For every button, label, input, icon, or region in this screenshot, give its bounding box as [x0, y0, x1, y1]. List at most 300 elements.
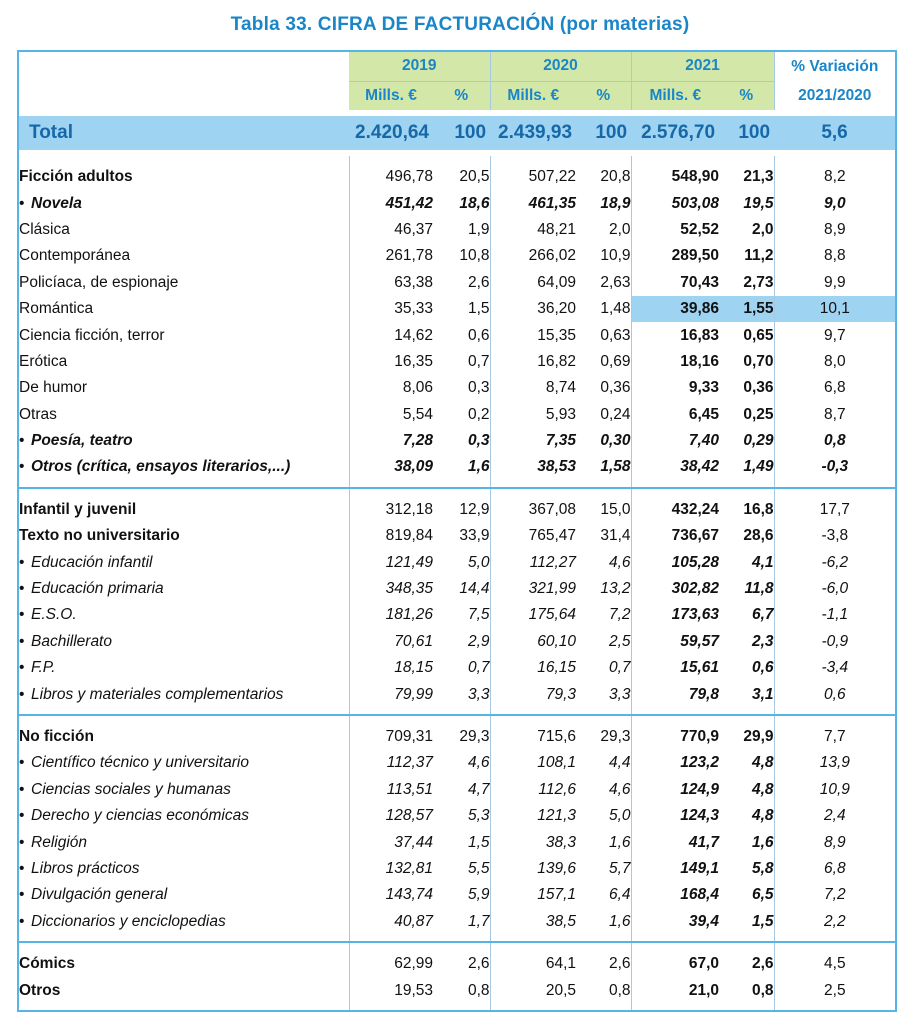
billing-table [19, 52, 895, 1010]
cell-v2019: 19,53 [349, 977, 433, 1009]
table-row [19, 576, 895, 602]
table-row [19, 803, 895, 829]
row-label-text: Diccionarios y enciclopedias [31, 912, 226, 930]
cell-var: 6,8 [774, 375, 895, 401]
cell-p2019: 0,6 [467, 326, 490, 344]
cell-v2021: 173,63 [631, 602, 719, 628]
table-row [19, 715, 895, 750]
table-row [19, 349, 895, 375]
cell-var: 7,2 [774, 882, 895, 908]
bullet-icon: • [19, 432, 25, 450]
cell-v2019: 16,35 [349, 349, 433, 375]
cell-p2021: 1,55 [719, 296, 774, 322]
cell-var: 10,9 [774, 777, 895, 803]
cell-v2021: 18,16 [631, 349, 719, 375]
cell-p2020: 0,63 [600, 326, 631, 344]
cell-p2020: 15,0 [576, 488, 631, 523]
bullet-icon: • [19, 659, 25, 677]
cell-p2021: 16,8 [719, 488, 774, 523]
cell-var: 0,6 [774, 681, 895, 714]
row-label [19, 829, 349, 855]
cell-var: -3,8 [774, 523, 895, 549]
table-row [19, 549, 895, 575]
cell-p2020: 13,2 [600, 580, 631, 598]
cell-v2019: 181,26 [349, 602, 433, 628]
cell-v2021: 123,2 [631, 750, 719, 776]
cell-p2021: 2,6 [719, 942, 774, 977]
cell-v2021: 16,83 [631, 322, 719, 348]
table-row [19, 882, 895, 908]
cell-p2019: 0,7 [467, 659, 490, 677]
table-row [19, 296, 895, 322]
cell-p2019: 7,5 [467, 606, 490, 624]
row-label-text: Otros (crítica, ensayos literarios,...) [31, 458, 291, 476]
row-label-text: E.S.O. [31, 606, 77, 624]
cell-v2019: 451,42 [349, 190, 433, 216]
cell-v2021: 124,3 [631, 803, 719, 829]
bullet-icon: • [19, 580, 25, 598]
cell-p2021: 29,9 [719, 715, 774, 750]
cell-p2020: 2,6 [576, 942, 631, 977]
row-label [19, 523, 349, 549]
cell-v2021: 39,86 [631, 296, 719, 322]
row-label-text: Educación primaria [31, 580, 164, 598]
cell-p2021: 3,1 [751, 685, 774, 703]
cell-p2019: 1,5 [467, 833, 490, 851]
row-label-text: Bachillerato [31, 632, 112, 650]
cell-v2019: 38,09 [349, 454, 433, 487]
table-row [19, 488, 895, 523]
cell-p2021: 6,5 [751, 886, 774, 904]
cell-p2019: 2,6 [467, 273, 490, 291]
table-row [19, 402, 895, 428]
row-label [19, 270, 349, 296]
bullet-icon: • [19, 458, 25, 476]
cell-p2021: 0,29 [743, 432, 774, 450]
cell-v2019: 40,87 [349, 909, 433, 942]
cell-v2019: 112,37 [349, 750, 433, 776]
total-2020-value: 2.439,93 [490, 116, 576, 150]
cell-var: 2,5 [774, 977, 895, 1009]
cell-v2020: 60,10 [490, 629, 576, 655]
cell-v2020: 20,5 [490, 977, 576, 1009]
cell-p2020: 2,0 [608, 220, 631, 238]
cell-p2019: 5,0 [467, 553, 490, 571]
cell-v2019: 7,28 [349, 428, 433, 454]
table-row [19, 655, 895, 681]
total-row [19, 116, 895, 150]
row-label-text: Ciencia ficción, terror [19, 326, 165, 344]
table-row [19, 217, 895, 243]
cell-p2021: 0,65 [743, 326, 774, 344]
cell-v2019: 709,31 [349, 715, 433, 750]
bullet-icon: • [19, 912, 25, 930]
cell-p2019: 20,5 [459, 168, 490, 186]
header-pct-2019: % [433, 81, 490, 110]
cell-v2020: 507,22 [490, 156, 576, 190]
row-label [19, 243, 349, 269]
table-row [19, 270, 895, 296]
cell-p2021: 11,8 [744, 580, 774, 598]
cell-p2021: 4,8 [751, 807, 774, 825]
cell-p2019: 1,9 [467, 220, 490, 238]
row-label [19, 402, 349, 428]
row-label-text: Ciencias sociales y humanas [31, 780, 231, 798]
table-row [19, 454, 895, 487]
total-2021-pct: 100 [719, 116, 774, 150]
bullet-icon: • [19, 780, 25, 798]
cell-v2021: 736,67 [631, 523, 719, 549]
bullet-icon: • [19, 754, 25, 772]
row-label [19, 375, 349, 401]
cell-var: -6,2 [774, 549, 895, 575]
cell-v2019: 132,81 [349, 856, 433, 882]
cell-v2020: 38,3 [490, 829, 576, 855]
row-label-text: Poesía, teatro [31, 432, 133, 450]
cell-var: 8,7 [774, 402, 895, 428]
cell-var: 2,4 [774, 803, 895, 829]
bullet-icon: • [19, 807, 25, 825]
cell-v2021: 38,42 [631, 454, 719, 487]
cell-p2019: 4,7 [467, 780, 490, 798]
row-label-text: Religión [31, 833, 88, 851]
bullet-icon: • [19, 886, 25, 904]
row-label-text: No ficción [19, 728, 94, 745]
table-row [19, 243, 895, 269]
cell-p2019: 1,6 [467, 458, 490, 476]
row-label-text: De humor [19, 379, 88, 397]
cell-var: 13,9 [774, 750, 895, 776]
table-row [19, 156, 895, 190]
header-year-2019: 2019 [349, 52, 490, 81]
cell-v2021: 79,8 [631, 681, 719, 714]
cell-v2019: 79,99 [349, 681, 433, 714]
header-unit-2021: Mills. € [631, 81, 719, 110]
cell-p2021: 2,3 [751, 632, 774, 650]
cell-p2021: 0,70 [743, 352, 774, 370]
cell-v2021: 6,45 [631, 402, 719, 428]
cell-v2021: 39,4 [631, 909, 719, 942]
bullet-icon: • [19, 833, 25, 851]
row-label [19, 715, 349, 750]
cell-v2021: 503,08 [631, 190, 719, 216]
row-label [19, 349, 349, 375]
row-label [19, 681, 349, 714]
header-blank [19, 52, 349, 110]
row-label [19, 909, 349, 942]
cell-var: 9,9 [774, 270, 895, 296]
row-label-text: F.P. [31, 659, 56, 677]
cell-p2020: 20,8 [600, 168, 631, 186]
cell-v2020: 121,3 [490, 803, 576, 829]
row-label [19, 856, 349, 882]
row-label-text: Contemporánea [19, 247, 131, 265]
row-label [19, 602, 349, 628]
cell-p2020: 6,4 [608, 886, 631, 904]
cell-var: 9,7 [774, 322, 895, 348]
cell-p2019: 14,4 [459, 580, 490, 598]
cell-v2021: 289,50 [631, 243, 719, 269]
cell-p2020: 1,6 [608, 912, 631, 930]
cell-v2020: 38,5 [490, 909, 576, 942]
row-label [19, 322, 349, 348]
cell-v2020: 16,82 [490, 349, 576, 375]
cell-v2021: 59,57 [631, 629, 719, 655]
cell-p2021: 1,6 [751, 833, 774, 851]
table-row [19, 190, 895, 216]
cell-v2020: 461,35 [490, 190, 576, 216]
row-label-text: Romántica [19, 300, 94, 318]
row-label-text: Derecho y ciencias económicas [31, 807, 249, 825]
bullet-icon: • [19, 685, 25, 703]
row-label [19, 296, 349, 322]
cell-p2020: 1,48 [600, 300, 631, 318]
cell-v2021: 21,0 [631, 977, 719, 1009]
table-row [19, 856, 895, 882]
table-title: Tabla 33. CIFRA DE FACTURACIÓN (por materias) [230, 14, 690, 35]
cell-v2019: 496,78 [349, 156, 433, 190]
cell-p2020: 0,24 [600, 405, 631, 423]
total-2019-value: 2.420,64 [349, 116, 433, 150]
cell-p2020: 4,6 [608, 780, 631, 798]
total-2021-value: 2.576,70 [631, 116, 719, 150]
cell-p2020: 1,6 [608, 833, 631, 851]
cell-var: -0,9 [774, 629, 895, 655]
cell-p2020: 10,9 [600, 247, 631, 265]
cell-p2019: 1,5 [467, 300, 490, 318]
cell-v2020: 112,27 [490, 549, 576, 575]
cell-v2021: 67,0 [631, 942, 719, 977]
cell-p2019: 10,8 [459, 247, 490, 265]
table-row [19, 942, 895, 977]
cell-var: 8,8 [774, 243, 895, 269]
row-label [19, 488, 349, 523]
row-label-text: Policíaca, de espionaje [19, 273, 179, 291]
cell-var: 7,7 [774, 715, 895, 750]
cell-v2020: 321,99 [490, 576, 576, 602]
cell-p2020: 7,2 [608, 606, 631, 624]
cell-var: 10,1 [774, 296, 895, 322]
cell-v2020: 36,20 [490, 296, 576, 322]
cell-v2019: 128,57 [349, 803, 433, 829]
cell-var: 8,9 [774, 217, 895, 243]
header-year-2020: 2020 [490, 52, 631, 81]
cell-p2021: 1,49 [743, 458, 774, 476]
cell-v2020: 112,6 [490, 777, 576, 803]
cell-v2020: 7,35 [490, 428, 576, 454]
cell-p2019: 0,8 [467, 981, 490, 999]
cell-p2021: 4,1 [751, 553, 774, 571]
cell-p2019: 5,9 [467, 886, 490, 904]
cell-v2019: 62,99 [349, 942, 433, 977]
cell-var: -6,0 [774, 576, 895, 602]
cell-var: 4,5 [774, 942, 895, 977]
cell-v2021: 7,40 [631, 428, 719, 454]
cell-v2019: 113,51 [349, 777, 433, 803]
bullet-icon: • [19, 606, 25, 624]
row-label [19, 156, 349, 190]
cell-p2021: 1,5 [751, 912, 774, 930]
cell-p2020: 18,9 [600, 194, 631, 212]
cell-p2021: 4,8 [751, 754, 774, 772]
row-label [19, 803, 349, 829]
cell-v2021: 432,24 [631, 488, 719, 523]
row-label-text: Texto no universitario [19, 527, 180, 545]
cell-var: -3,4 [774, 655, 895, 681]
cell-p2021: 2,73 [743, 273, 774, 291]
cell-p2021: 21,3 [743, 168, 774, 186]
cell-v2019: 63,38 [349, 270, 433, 296]
cell-p2020: 4,4 [608, 754, 631, 772]
cell-p2019: 29,3 [433, 715, 490, 750]
row-label-text: Ficción adultos [19, 168, 133, 186]
row-label-text: Científico técnico y universitario [31, 754, 249, 772]
row-label [19, 428, 349, 454]
total-2019-pct: 100 [433, 116, 490, 150]
cell-v2019: 14,62 [349, 322, 433, 348]
cell-p2020: 0,7 [608, 659, 631, 677]
header-unit-2019: Mills. € [349, 81, 433, 110]
cell-v2019: 8,06 [349, 375, 433, 401]
cell-p2020: 2,63 [600, 273, 631, 291]
cell-p2021: 0,6 [751, 659, 774, 677]
cell-p2020: 0,36 [600, 379, 631, 397]
cell-p2021: 0,25 [743, 405, 774, 423]
row-label [19, 750, 349, 776]
cell-var: 8,2 [774, 156, 895, 190]
row-label [19, 217, 349, 243]
cell-p2020: 0,69 [600, 352, 631, 370]
cell-p2019: 5,3 [467, 807, 490, 825]
cell-v2021: 52,52 [631, 217, 719, 243]
table-row [19, 977, 895, 1009]
table-row [19, 523, 895, 549]
cell-p2021: 28,6 [743, 527, 774, 545]
cell-var: 8,9 [774, 829, 895, 855]
table-row [19, 322, 895, 348]
cell-v2019: 261,78 [349, 243, 433, 269]
cell-v2019: 312,18 [349, 488, 433, 523]
cell-v2021: 41,7 [631, 829, 719, 855]
cell-p2019: 0,7 [467, 352, 490, 370]
cell-p2020: 5,0 [608, 807, 631, 825]
cell-p2021: 4,8 [751, 780, 774, 798]
cell-p2021: 0,36 [743, 379, 774, 397]
cell-v2019: 18,15 [349, 655, 433, 681]
row-label-text: Educación infantil [31, 553, 153, 571]
cell-p2021: 11,2 [744, 247, 774, 265]
cell-v2020: 266,02 [490, 243, 576, 269]
cell-var: 9,0 [774, 190, 895, 216]
row-label-text: Cómics [19, 955, 75, 973]
table-row [19, 750, 895, 776]
cell-p2021: 19,5 [743, 194, 774, 212]
cell-v2021: 770,9 [631, 715, 719, 750]
total-label: Total [19, 116, 349, 150]
table-row [19, 428, 895, 454]
cell-p2021: 5,8 [751, 859, 774, 877]
cell-var: 17,7 [774, 488, 895, 523]
cell-v2020: 79,3 [490, 681, 576, 714]
row-label [19, 655, 349, 681]
cell-v2021: 124,9 [631, 777, 719, 803]
cell-var: -0,3 [774, 454, 895, 487]
table-row [19, 909, 895, 942]
row-label-text: Otros [19, 981, 61, 999]
cell-p2020: 4,6 [608, 553, 631, 571]
total-variation: 5,6 [774, 116, 895, 150]
row-label [19, 777, 349, 803]
cell-p2020: 31,4 [600, 527, 631, 545]
cell-var: 6,8 [774, 856, 895, 882]
header-unit-2020: Mills. € [490, 81, 576, 110]
cell-v2020: 715,6 [490, 715, 576, 750]
cell-v2021: 15,61 [631, 655, 719, 681]
row-label [19, 977, 349, 1009]
cell-var: -1,1 [774, 602, 895, 628]
cell-p2020: 5,7 [608, 859, 631, 877]
cell-p2020: 2,5 [608, 632, 631, 650]
bullet-icon: • [19, 194, 25, 212]
cell-var: 8,0 [774, 349, 895, 375]
row-label-text: Erótica [19, 352, 68, 370]
row-label-text: Libros y materiales complementarios [31, 685, 284, 703]
cell-p2020: 1,58 [600, 458, 631, 476]
cell-var: 0,8 [774, 428, 895, 454]
cell-p2019: 0,3 [467, 432, 490, 450]
cell-v2019: 70,61 [349, 629, 433, 655]
header-variation-line2: 2021/2020 [798, 87, 872, 104]
row-label [19, 882, 349, 908]
cell-v2020: 38,53 [490, 454, 576, 487]
row-label [19, 629, 349, 655]
cell-v2021: 70,43 [631, 270, 719, 296]
cell-v2020: 367,08 [490, 488, 576, 523]
table-row [19, 629, 895, 655]
cell-v2021: 9,33 [631, 375, 719, 401]
cell-p2020: 0,30 [600, 432, 631, 450]
table-row [19, 602, 895, 628]
cell-v2021: 168,4 [631, 882, 719, 908]
cell-v2021: 149,1 [631, 856, 719, 882]
cell-v2020: 157,1 [490, 882, 576, 908]
header-year-2021: 2021 [631, 52, 774, 81]
cell-v2019: 121,49 [349, 549, 433, 575]
row-label-text: Clásica [19, 220, 70, 238]
cell-v2020: 64,1 [490, 942, 576, 977]
cell-p2019: 0,2 [467, 405, 490, 423]
cell-v2021: 302,82 [631, 576, 719, 602]
row-label [19, 942, 349, 977]
bullet-icon: • [19, 553, 25, 571]
cell-p2019: 3,3 [467, 685, 490, 703]
cell-v2020: 5,93 [490, 402, 576, 428]
row-label-text: Novela [31, 194, 82, 212]
cell-v2019: 348,35 [349, 576, 433, 602]
total-2020-pct: 100 [576, 116, 631, 150]
bullet-icon: • [19, 859, 25, 877]
cell-v2020: 15,35 [490, 322, 576, 348]
cell-p2019: 1,7 [467, 912, 490, 930]
cell-p2019: 4,6 [467, 754, 490, 772]
cell-p2019: 5,5 [467, 859, 490, 877]
cell-p2021: 6,7 [751, 606, 774, 624]
row-label [19, 576, 349, 602]
header-variation-line1: % Variación [791, 58, 879, 75]
cell-v2019: 5,54 [349, 402, 433, 428]
table-row [19, 681, 895, 714]
cell-p2019: 2,6 [433, 942, 490, 977]
